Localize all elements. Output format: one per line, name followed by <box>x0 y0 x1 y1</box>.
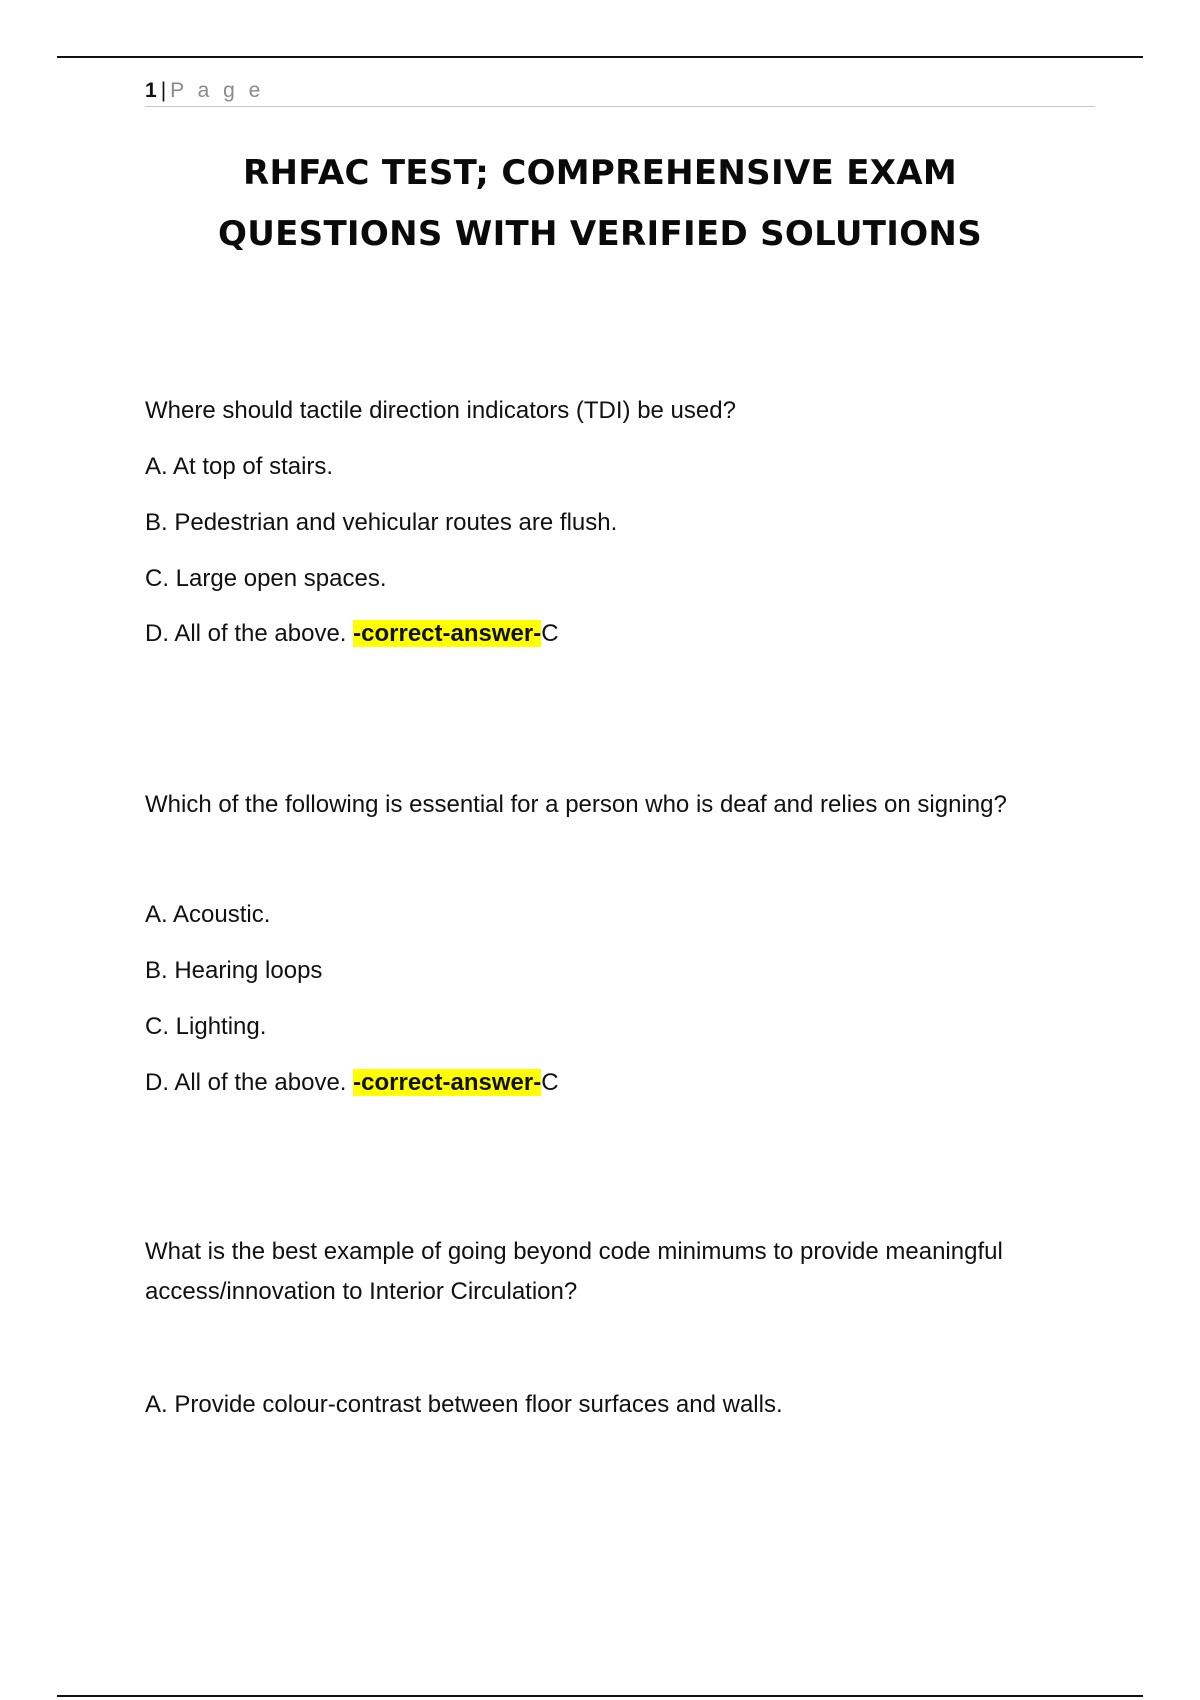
question-1-option-b: B. Pedestrian and vehicular routes are flush. <box>145 509 618 536</box>
document-title <box>100 143 1100 265</box>
title-line-1: RHFAC TEST; COMPREHENSIVE EXAM <box>243 153 957 193</box>
question-1-text: Where should tactile direction indicators (TDI) be used? <box>145 397 736 424</box>
title-line-2: QUESTIONS WITH VERIFIED SOLUTIONS <box>218 214 982 254</box>
page-number: 1 <box>145 79 157 102</box>
question-3-option-a: A. Provide colour-contrast between floor surfaces and walls. <box>145 1391 783 1418</box>
question-3-text: What is the best example of going beyond code minimums to provide meaningful access/innovation to Interior Circulation? <box>145 1238 1003 1305</box>
question-2-option-d: D. All of the above. <box>145 1069 347 1096</box>
question-2-option-a: A. Acoustic. <box>145 901 271 928</box>
page-header-separator: | <box>160 79 167 102</box>
page-label: P a g e <box>170 79 265 102</box>
question-2-option-c: C. Lighting. <box>145 1013 267 1040</box>
bottom-page-rule <box>57 1695 1143 1697</box>
top-page-rule <box>57 56 1143 58</box>
question-2-option-b: B. Hearing loops <box>145 957 323 984</box>
question-2-answer-marker: -correct-answer- <box>353 1069 542 1096</box>
question-2-text: Which of the following is essential for a person who is deaf and relies on signing? <box>145 791 1007 818</box>
question-1-option-d-row <box>145 614 1105 654</box>
question-1-answer-marker: -correct-answer- <box>353 620 542 647</box>
question-1-option-d: D. All of the above. <box>145 620 347 647</box>
question-1-option-c: C. Large open spaces. <box>145 565 387 592</box>
page-header <box>145 76 1095 107</box>
question-1-answer: C <box>541 620 559 647</box>
question-2-answer: C <box>541 1069 559 1096</box>
question-2-option-d-row <box>145 1063 1105 1103</box>
question-1-option-a: A. At top of stairs. <box>145 453 334 480</box>
